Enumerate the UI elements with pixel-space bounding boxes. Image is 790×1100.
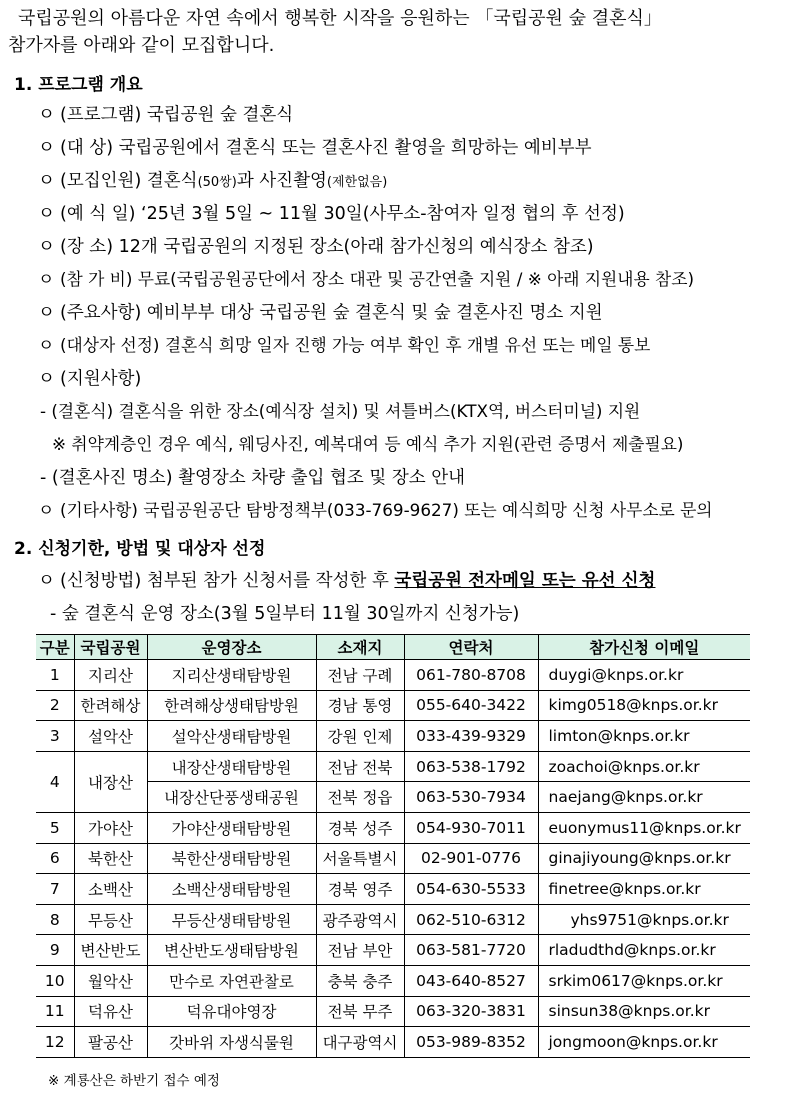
cell-venue: 내장산생태탐방원 (147, 751, 316, 782)
cell-contact: 043-640-8527 (404, 965, 538, 996)
header-no: 구분 (36, 635, 74, 660)
cell-park: 한려해상 (74, 690, 147, 721)
header-venue: 운영장소 (147, 635, 316, 660)
bullet-program: ㅇ (프로그램) 국립공원 숲 결혼식 (38, 101, 788, 126)
table-row (36, 904, 750, 935)
cell-contact: 02-901-0776 (404, 843, 538, 874)
bullet-mark: ㅇ (38, 204, 55, 224)
cell-email: kimg0518@knps.or.kr (538, 690, 750, 721)
bullet-fee: ㅇ (참 가 비) 무료(국립공원공단에서 장소 대관 및 공간연출 지원 / ※ 아래 지원내용 참조) (38, 266, 788, 290)
cell-no: 4 (36, 751, 74, 812)
section-1-heading: 1. 프로그램 개요 (14, 75, 143, 95)
table-row (36, 874, 750, 905)
cell-venue: 덕유대야영장 (147, 996, 316, 1027)
cell-email: ginajiyoung@knps.or.kr (538, 843, 750, 874)
cell-email: rladudthd@knps.or.kr (538, 935, 750, 966)
cell-location: 전북 무주 (316, 996, 404, 1027)
cell-park: 지리산 (74, 660, 147, 691)
bullet-mark: ㅇ (38, 237, 55, 257)
header-email: 참가신청 이메일 (538, 635, 750, 660)
table-row (36, 660, 750, 691)
cell-venue: 내장산단풍생태공원 (147, 782, 316, 813)
cell-location: 충북 충주 (316, 965, 404, 996)
bullet-etc: ㅇ (기타사항) 국립공원공단 탐방정책부(033-769-9627) 또는 예식희망 신청 사무소로 문의 (38, 497, 788, 521)
cell-park: 가야산 (74, 812, 147, 843)
cell-contact: 054-930-7011 (404, 812, 538, 843)
bullet-mark: ㅇ (38, 105, 55, 125)
cell-no: 6 (36, 843, 74, 874)
cell-park: 내장산 (74, 751, 147, 812)
cell-email: zoachoi@knps.or.kr (538, 751, 750, 782)
method-highlight: 국립공원 전자메일 또는 유선 신청 (394, 571, 656, 591)
cell-contact: 054-630-5533 (404, 874, 538, 905)
table-row (36, 721, 750, 752)
cell-location: 대구광역시 (316, 1027, 404, 1058)
support-note: ※ 취약계층인 경우 예식, 웨딩사진, 예복대여 등 예식 추가 지원(관련 증명서 제출필요) (52, 434, 684, 454)
cell-location: 경북 성주 (316, 812, 404, 843)
cell-contact: 061-780-8708 (404, 660, 538, 691)
table-row (36, 1027, 750, 1058)
table-row (36, 996, 750, 1027)
cell-no: 10 (36, 965, 74, 996)
cell-no: 3 (36, 721, 74, 752)
bullet-mark: ㅇ (38, 303, 55, 323)
cell-email: euonymus11@knps.or.kr (538, 812, 750, 843)
cell-no: 1 (36, 660, 74, 691)
cell-no: 5 (36, 812, 74, 843)
bullet-mark: ㅇ (38, 571, 55, 591)
cell-no: 11 (36, 996, 74, 1027)
cell-park: 덕유산 (74, 996, 147, 1027)
cell-contact: 063-530-7934 (404, 782, 538, 813)
cell-email: srkim0617@knps.or.kr (538, 965, 750, 996)
bullet-place: ㅇ (장 소) 12개 국립공원의 지정된 장소(아래 참가신청의 예식장소 참조) (38, 233, 788, 258)
cell-park: 변산반도 (74, 935, 147, 966)
cell-no: 8 (36, 904, 74, 935)
cell-contact: 055-640-3422 (404, 690, 538, 721)
cell-location: 강원 인제 (316, 721, 404, 752)
cell-venue: 무등산생태탐방원 (147, 904, 316, 935)
cell-location: 서울특별시 (316, 843, 404, 874)
cell-park: 소백산 (74, 874, 147, 905)
cell-park: 북한산 (74, 843, 147, 874)
cell-location: 전남 전북 (316, 751, 404, 782)
bullet-method: ㅇ (신청방법) 첨부된 참가 신청서를 작성한 후 국립공원 전자메일 또는 유선 신청 (38, 567, 788, 592)
bullet-mark: ㅇ (38, 369, 55, 389)
cell-email: duygi@knps.or.kr (538, 660, 750, 691)
cell-contact: 062-510-6312 (404, 904, 538, 935)
cell-location: 경남 통영 (316, 690, 404, 721)
bullet-main: ㅇ (주요사항) 예비부부 대상 국립공원 숲 결혼식 및 숲 결혼사진 명소 지원 (38, 299, 788, 324)
footnote: ※ 계룡산은 하반기 접수 예정 (48, 1073, 220, 1089)
cell-venue: 지리산생태탐방원 (147, 660, 316, 691)
cell-contact: 053-989-8352 (404, 1027, 538, 1058)
cell-venue: 변산반도생태탐방원 (147, 935, 316, 966)
header-park: 국립공원 (74, 635, 147, 660)
cell-venue: 북한산생태탐방원 (147, 843, 316, 874)
bullet-selection: ㅇ (대상자 선정) 결혼식 희망 일자 진행 가능 여부 확인 후 개별 유선 또는 메일 통보 (38, 332, 788, 356)
header-contact: 연락처 (404, 635, 538, 660)
cell-location: 광주광역시 (316, 904, 404, 935)
cell-venue: 한려해상생태탐방원 (147, 690, 316, 721)
support-photo: - (결혼사진 명소) 촬영장소 차량 출입 협조 및 장소 안내 (40, 468, 466, 488)
cell-park: 설악산 (74, 721, 147, 752)
bullet-recruit: ㅇ (모집인원) 결혼식(50쌍)과 사진촬영(제한없음) (38, 167, 788, 192)
cell-email: limton@knps.or.kr (538, 721, 750, 752)
cell-email: yhs9751@knps.or.kr (538, 904, 750, 935)
cell-park: 월악산 (74, 965, 147, 996)
intro-line-2: 참가자를 아래와 같이 모집합니다. (8, 35, 275, 56)
cell-contact: 063-581-7720 (404, 935, 538, 966)
cell-venue: 만수로 자연관찰로 (147, 965, 316, 996)
venue-table (36, 634, 750, 1058)
bullet-mark: ㅇ (38, 269, 55, 289)
bullet-mark: ㅇ (38, 500, 55, 520)
cell-no: 12 (36, 1027, 74, 1058)
bullet-mark: ㅇ (38, 171, 55, 191)
cell-location: 전남 부안 (316, 935, 404, 966)
bullet-mark: ㅇ (38, 138, 55, 158)
table-row (36, 965, 750, 996)
cell-email: naejang@knps.or.kr (538, 782, 750, 813)
intro-paragraph (8, 5, 783, 59)
bullet-date: ㅇ (예 식 일) ‘25년 3월 5일 ~ 11월 30일(사무소-참여자 일정 협의 후 선정) (38, 200, 788, 225)
cell-email: sinsun38@knps.or.kr (538, 996, 750, 1027)
bullet-mark: ㅇ (38, 335, 55, 355)
table-row (36, 751, 750, 782)
cell-venue: 가야산생태탐방원 (147, 812, 316, 843)
cell-venue: 설악산생태탐방원 (147, 721, 316, 752)
cell-venue: 소백산생태탐방원 (147, 874, 316, 905)
section-2-heading: 2. 신청기한, 방법 및 대상자 선정 (14, 539, 266, 559)
cell-contact: 063-320-3831 (404, 996, 538, 1027)
cell-park: 팔공산 (74, 1027, 147, 1058)
cell-location: 경북 영주 (316, 874, 404, 905)
cell-park: 무등산 (74, 904, 147, 935)
venue-line: - 숲 결혼식 운영 장소(3월 5일부터 11월 30일까지 신청가능) (50, 604, 520, 624)
cell-email: finetree@knps.or.kr (538, 874, 750, 905)
cell-no: 9 (36, 935, 74, 966)
table-row (36, 690, 750, 721)
cell-no: 7 (36, 874, 74, 905)
table-row (36, 812, 750, 843)
table-row (36, 935, 750, 966)
cell-venue: 갓바위 자생식물원 (147, 1027, 316, 1058)
cell-no: 2 (36, 690, 74, 721)
cell-location: 전북 정읍 (316, 782, 404, 813)
cell-contact: 033-439-9329 (404, 721, 538, 752)
bullet-support: ㅇ (지원사항) (38, 365, 788, 390)
intro-line-1: 국립공원의 아름다운 자연 속에서 행복한 시작을 응원하는 「국립공원 숲 결혼식」 (18, 8, 662, 29)
cell-email: jongmoon@knps.or.kr (538, 1027, 750, 1058)
support-wedding: - (결혼식) 결혼식을 위한 장소(예식장 설치) 및 셔틀버스(KTX역, 버스터미널) 지원 (40, 401, 641, 421)
bullet-target: ㅇ (대 상) 국립공원에서 결혼식 또는 결혼사진 촬영을 희망하는 예비부부 (38, 134, 788, 159)
header-location: 소재지 (316, 635, 404, 660)
cell-location: 전남 구례 (316, 660, 404, 691)
cell-contact: 063-538-1792 (404, 751, 538, 782)
table-header-row (36, 635, 750, 660)
table-row (36, 843, 750, 874)
